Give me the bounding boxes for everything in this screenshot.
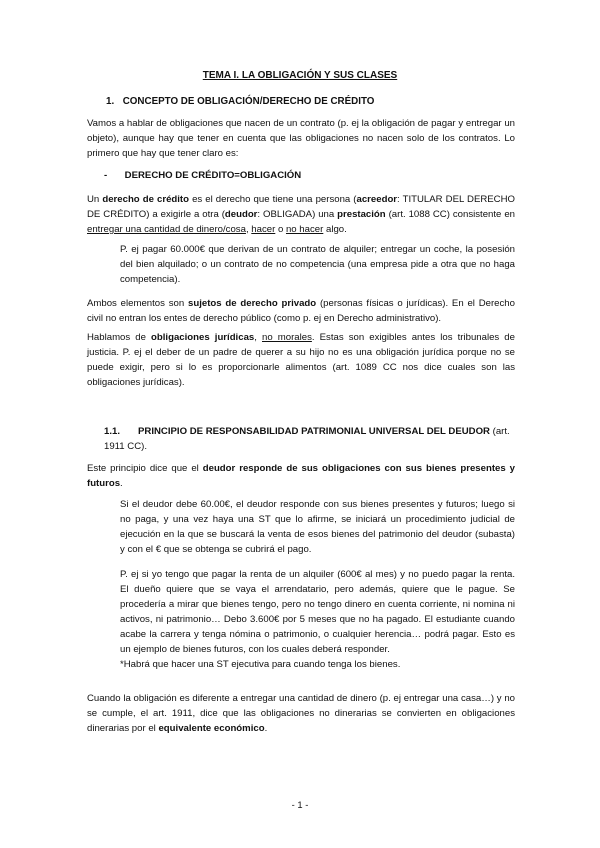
- text-span: . Estas son exigibles antes los tribunales de justicia. P. ej el deber de un padre de querer a su hijo no es una obligación jurídica porque no se puede exigir, pero si lo es proporcionarle alimentos (art. 1089 CC nos dice cuales son las obligaciones jurídicas).: [87, 332, 515, 388]
- indented-example-2: Si el deudor debe 60.00€, el deudor responde con sus bienes presentes y futuros; luego si no paga, y una vez haya una ST que lo afirme, se iniciará un procedimiento judicial de ejecución en la que se buscará la venta de esos bienes del patrimonio del deudor (subasta) y con el € que se obtenga se cubrirá el pago.: [120, 499, 515, 555]
- bold-term: deudor responde de sus obligaciones con sus bienes presentes y futuros: [87, 463, 515, 489]
- underlined-term: hacer: [251, 224, 276, 235]
- indented-example-3: [120, 567, 515, 672]
- text-span: es el derecho que tiene una persona (: [189, 194, 357, 205]
- example-note: *Habrá que hacer una ST ejecutiva para cuando tenga los bienes.: [120, 659, 401, 670]
- text-span: (personas físicas o jurídicas). En el Derecho civil no entran los entes de derecho público (como p. ej en Derecho administrativo).: [87, 298, 515, 324]
- paragraph-intro: Vamos a hablar de obligaciones que nacen de un contrato (p. ej la obligación de pagar y entregar un objeto), aunque hay que tener en cuenta que las obligaciones no nacen solo de los contratos. Lo primero que hay que tener claro es:: [87, 118, 515, 159]
- paragraph-no-dinerarias: [87, 691, 515, 736]
- bold-term: acreedor: [356, 194, 398, 205]
- section-heading-1: [106, 96, 374, 107]
- underlined-term: no hacer: [285, 224, 324, 235]
- underlined-term: entregar una cantidad de dinero/cosa: [87, 224, 246, 235]
- bullet-item: [104, 170, 301, 181]
- paragraph-principio: [87, 461, 515, 491]
- text-span: ,: [254, 332, 262, 343]
- bold-term: equivalente económico: [158, 723, 265, 734]
- document-title: TEMA I. LA OBLIGACIÓN Y SUS CLASES: [202, 70, 398, 81]
- text-span: Un: [87, 194, 103, 205]
- bullet-dash: -: [104, 170, 108, 181]
- subsection-ref: (art. 1911 CC).: [104, 426, 510, 452]
- example-text: P. ej si yo tengo que pagar la renta de un alquiler (600€ al mes) y no puedo pagar la renta. El dueño quiere que se vaya el arrendatario, pero además, quiere que le pague. Se procedería a mirar que bienes tengo, pero no tengo dinero en cuenta corriente, ni nomina ni activos, ni patrimonio… Debo 3.600€ por 5 meses que no ha pagado. El estudiante cuando acabe la carrera y tenga nómina o patrimonio, o cualquier herencia… podrá pagar. Esto es un ejemplo de bienes futuros, con los cuales deberá responder.: [120, 569, 515, 655]
- text-span: Este principio dice que el: [87, 463, 203, 474]
- subsection-number: 1.1.: [104, 426, 121, 437]
- page-number: - 1 -: [291, 799, 309, 810]
- text-span: .: [120, 478, 123, 489]
- text-span: : OBLIGADA) una: [257, 209, 338, 220]
- text-span: : TITULAR DEL DERECHO DE CRÉDITO) a exigirle a otra (: [87, 194, 516, 220]
- text-span: Cuando la obligación es diferente a entregar una cantidad de dinero (p. ej entregar una casa…) y no se cumple, el art. 1911, dice que las obligaciones no dinerarias se convierten en obligaciones dinerarias por el: [87, 693, 515, 734]
- text-span: Ambos elementos son: [87, 298, 188, 309]
- text-span: o: [275, 224, 286, 235]
- text-span: algo.: [323, 224, 347, 235]
- bold-term: obligaciones jurídicas: [151, 332, 255, 343]
- subsection-heading-1-1: [104, 424, 524, 454]
- paragraph-derecho-credito: [87, 192, 515, 237]
- paragraph-sujetos: [87, 296, 515, 326]
- subsection-title: PRINCIPIO DE RESPONSABILIDAD PATRIMONIAL UNIVERSAL DEL DEUDOR: [138, 426, 490, 437]
- section-title: CONCEPTO DE OBLIGACIÓN/DERECHO DE CRÉDITO: [122, 96, 375, 107]
- section-number: 1.: [106, 96, 115, 107]
- text-span: ,: [245, 224, 252, 235]
- text-span: Hablamos de: [87, 332, 152, 343]
- bold-term: sujetos de derecho privado: [188, 298, 317, 309]
- underlined-term: no morales: [262, 332, 312, 343]
- bold-term: prestación: [337, 209, 386, 220]
- bold-term: deudor: [224, 209, 258, 220]
- paragraph-obligaciones-juridicas: [87, 330, 515, 390]
- text-span: .: [264, 723, 268, 734]
- text-span: (art. 1088 CC) consistente en: [385, 209, 515, 220]
- indented-example-1: P. ej pagar 60.000€ que derivan de un contrato de alquiler; entregar un coche, la posesión del bien alquilado; o un contrato de no competencia (una empresa pide a otra que no haga competencia).: [120, 244, 515, 285]
- bold-term: derecho de crédito: [102, 194, 189, 205]
- bullet-text: DERECHO DE CRÉDITO=OBLIGACIÓN: [124, 170, 302, 181]
